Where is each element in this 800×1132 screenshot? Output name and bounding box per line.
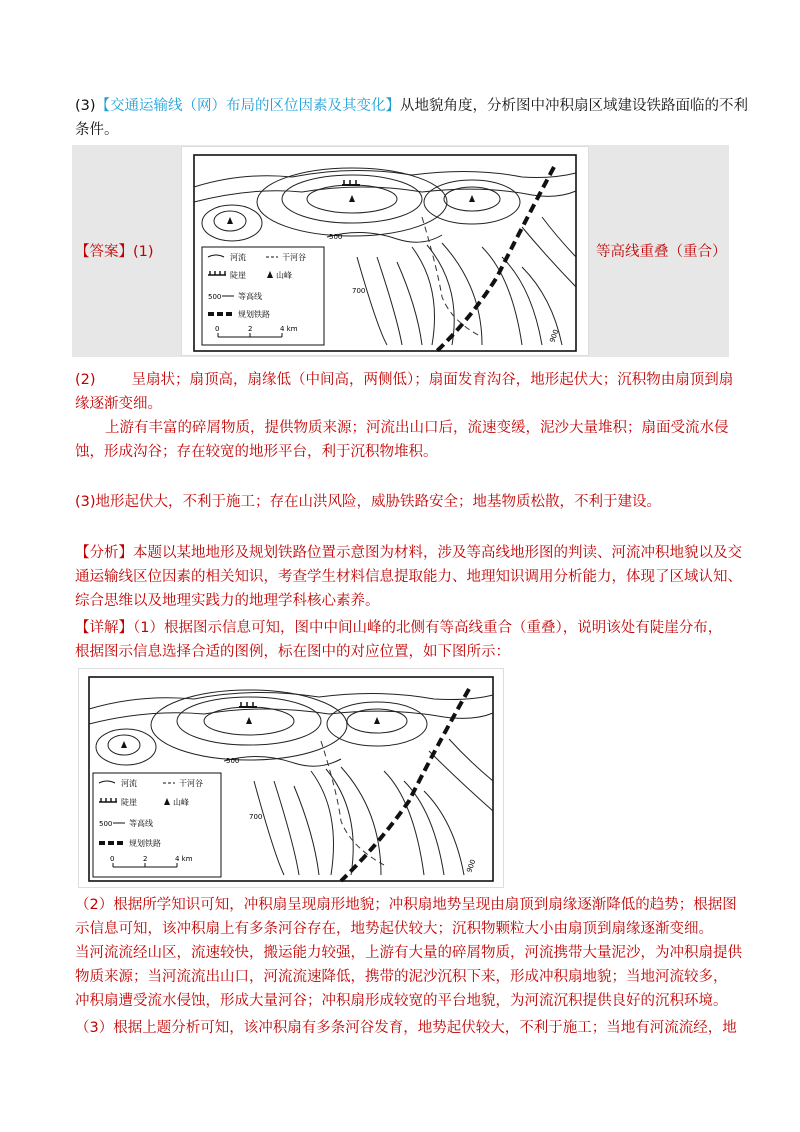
legend-cliff: 陡崖 xyxy=(121,798,137,807)
scale-0: 0 xyxy=(215,325,220,333)
question-3-topic-tag: 【交通运输线（网）布局的区位因素及其变化】 xyxy=(95,98,401,114)
detail-p2-line5: 冲积扇遭受流水侵蚀，形成大量河谷；冲积扇形成较宽的平台地貌，为河流沉积提供良好的沉积环境。 xyxy=(75,993,728,1009)
answer-part1-text: 等高线重叠（重合） xyxy=(596,244,727,260)
detail-p2-line4: 物质来源；当河流流出山口，河流流速降低，携带的泥沙沉积下来，形成冲积扇地貌；当地河流较多， xyxy=(75,969,728,985)
legend-dry-valley: 干河谷 xyxy=(179,779,203,788)
contour-label-900: 900 xyxy=(465,858,478,874)
contour-label-700: 700 xyxy=(352,287,366,295)
legend-cliff: 陡崖 xyxy=(230,271,246,280)
legend-peak: 山峰 xyxy=(173,798,189,807)
question-3 xyxy=(75,96,748,116)
answer-tag: 【答案】 xyxy=(75,244,133,260)
answer-part2-line2: 缘逐渐变细。 xyxy=(75,396,162,412)
legend-contour: 等高线 xyxy=(238,292,262,301)
legend-railway: 规划铁路 xyxy=(129,839,161,848)
legend-river: 河流 xyxy=(121,779,137,788)
legend-contour: 等高线 xyxy=(129,819,153,828)
answer-map xyxy=(182,147,588,355)
detail-p2-line1: （2）根据所学知识可知，冲积扇呈现扇形地貌；冲积扇地势呈现由扇顶到扇缘逐渐降低的趋势；根据图 xyxy=(75,897,737,913)
detail-map-figure xyxy=(78,668,504,888)
question-3-number: (3) xyxy=(75,98,96,114)
question-3-text-cont: 条件。 xyxy=(75,122,119,138)
legend-river: 河流 xyxy=(230,253,246,262)
detail-line1: 【详解】（1）根据图示信息可知，图中中间山峰的北侧有等高线重合（重叠），说明该处有陡崖分布， xyxy=(75,620,723,636)
detail-map xyxy=(79,669,503,887)
analysis-line3: 综合思维以及地理实践力的地理学科核心素养。 xyxy=(75,593,380,609)
answer-part2-number: (2) xyxy=(75,372,96,388)
analysis-line1: 【分析】本题以某地地形及规划铁路位置示意图为材料，涉及等高线地形图的判读、河流冲积地貌以及交 xyxy=(75,545,742,561)
answer-part2-text: 呈扇状；扇顶高，扇缘低（中间高，两侧低）；扇面发育沟谷，地形起伏大；沉积物由扇顶到扇 xyxy=(131,372,734,388)
scale-2: 2 xyxy=(143,855,148,863)
detail-line2: 根据图示信息选择合适的图例，标在图中的对应位置，如下图所示： xyxy=(75,644,510,660)
legend-railway: 规划铁路 xyxy=(238,310,270,319)
legend-dry-valley: 干河谷 xyxy=(282,253,306,262)
answer-part2-line4: 蚀，形成沟谷；存在较宽的地形平台，利于沉积物堆积。 xyxy=(75,444,438,460)
legend-contour-value: 500 xyxy=(99,820,113,828)
detail-p2-line2: 示信息可知，该冲积扇上有多条河谷存在，地势起伏较大；沉积物颗粒大小由扇顶到扇缘逐渐变细。 xyxy=(75,921,713,937)
contour-label-700: 700 xyxy=(249,813,263,821)
contour-label-500: 500 xyxy=(329,233,343,241)
answer-part1-number: (1) xyxy=(133,244,154,260)
legend-peak: 山峰 xyxy=(276,271,292,280)
scale-4: 4 km xyxy=(280,325,298,333)
scale-4: 4 km xyxy=(175,855,193,863)
question-3-text: 从地貌角度，分析图中冲积扇区域建设铁路面临的不利 xyxy=(400,98,749,114)
answer-part3: (3)地形起伏大，不利于施工；存在山洪风险，威胁铁路安全；地基物质松散，不利于建设。 xyxy=(75,494,662,510)
detail-p2-line3: 当河流流经山区，流速较快，搬运能力较强，上游有大量的碎屑物质，河流携带大量泥沙，为冲积扇提供 xyxy=(75,945,742,961)
contour-label-500: 500 xyxy=(226,757,240,765)
detail-p3-line1: （3）根据上题分析可知，该冲积扇有多条河谷发育，地势起伏较大，不利于施工；当地有河流流经，地 xyxy=(75,1020,737,1036)
legend-contour-value: 500 xyxy=(208,293,222,301)
contour-label-900: 900 xyxy=(548,328,561,344)
answer-part2-line1 xyxy=(75,370,733,390)
scale-0: 0 xyxy=(110,855,115,863)
answer-part2-line3: 上游有丰富的碎屑物质，提供物质来源；河流出山口后，流速变缓，泥沙大量堆积；扇面受流水侵 xyxy=(105,420,729,436)
answer-map-figure xyxy=(181,146,589,356)
analysis-line2: 通运输线区位因素的相关知识，考查学生材料信息提取能力、地理知识调用分析能力，体现了区域认知、 xyxy=(75,569,742,585)
scale-2: 2 xyxy=(248,325,253,333)
answer-label xyxy=(75,242,154,262)
